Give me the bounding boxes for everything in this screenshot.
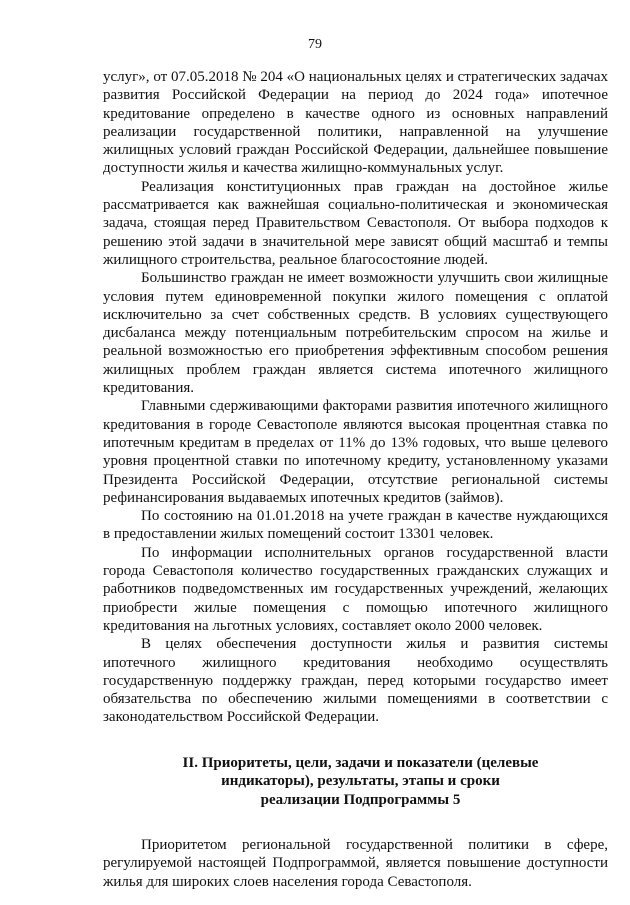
document-body (103, 68, 608, 891)
section-heading-line: реализации Подпрограммы 5 (260, 791, 461, 808)
section-heading-line: индикаторы), результаты, этапы и сроки (221, 773, 500, 790)
paragraph-civil-servants: По информации исполнительных органов государственной власти города Севастополя количество государственных гражданских служащих и работников подведомственных им государственных учреждений, желающих приобрести жилые помещения с помощью ипотечного жилищного кредитования на льготных условиях, составляет около 2000 человек. (103, 544, 608, 634)
paragraph-state-support: В целях обеспечения доступности жилья и развития системы ипотечного жилищного кредитования необходимо осуществлять государственную поддержку граждан, перед которыми государство имеет обязательства по обеспечению жилыми помещениями в соответствии с законодательством Российской Федерации. (103, 636, 608, 726)
page-number: 79 (308, 37, 322, 52)
paragraph-constraining-factors: Главными сдерживающими факторами развития ипотечного жилищного кредитования в городе Севастополе являются высокая процентная ставка по ипотечным кредитам в пределах от 11% до 13% годовых, что выше целевого уровня процентной ставки по ипотечному кредиту, установленному указами Президента Российской Федерации, отсутствие региональной системы рефинансирования выдаваемых ипотечных кредитов (займов). (103, 398, 608, 506)
paragraph-constitutional-rights: Реализация конституционных прав граждан на достойное жилье рассматривается как важнейшая социально-политическая и экономическая задача, стоящая перед Правительством Севастополя. От выбора подходов к решению этой задачи в значительной мере зависят общий масштаб и темпы жилищного строительства, реальное благосостояние людей. (103, 178, 608, 268)
paragraph-priority: Приоритетом региональной государственной политики в сфере, регулируемой настоящей Подпрограммой, является повышение доступности жилья для широких слоев населения города Севастополя. (103, 837, 608, 890)
section-heading (103, 754, 608, 810)
section-heading-line: II. Приоритеты, цели, задачи и показатели (целевые (182, 754, 539, 771)
paragraph-continuation: услуг», от 07.05.2018 № 204 «О национальных целях и стратегических задачах развития Российской Федерации на период до 2024 года» ипотечное кредитование определено в качестве одного из основных направлений реализации государственной политики, направленной на улучшение жилищных условий граждан Российской Федерации, дальнейшее повышение доступности жилья и качества жилищно-коммунальных услуг. (103, 69, 608, 177)
paragraph-registered-citizens: По состоянию на 01.01.2018 на учете граждан в качестве нуждающихся в предоставлении жилых помещений состоит 13301 человек. (103, 508, 608, 543)
paragraph-citizens-housing: Большинство граждан не имеет возможности улучшить свои жилищные условия путем единовременной покупки жилого помещения с оплатой исключительно за счет собственных средств. В условиях существующего дисбаланса между потенциальным потребительским спросом на жилье и реальной возможностью его приобретения эффективным способом решения жилищных проблем граждан является система ипотечного жилищного кредитования. (103, 270, 608, 397)
